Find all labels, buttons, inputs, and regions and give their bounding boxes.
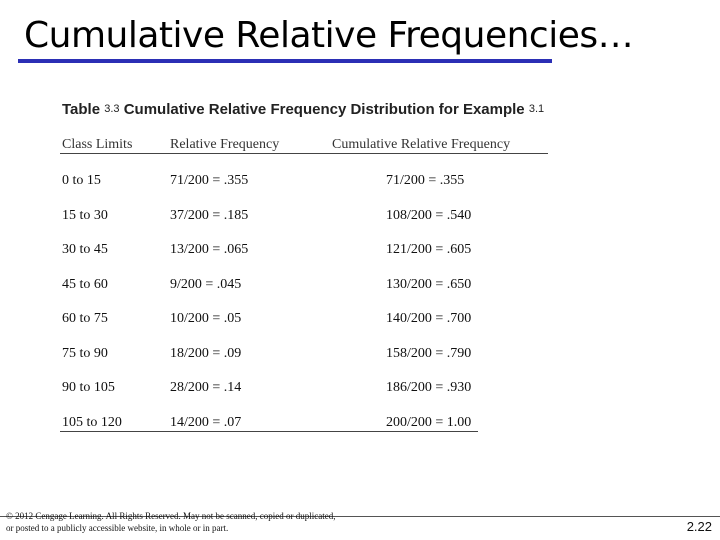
table-caption-prefix: Table	[62, 101, 101, 118]
relative-frequency-cell: 9/200 = .045	[170, 276, 242, 292]
relative-frequency-cell: 10/200 = .05	[170, 311, 242, 326]
table-caption-main: Cumulative Relative Frequency Distribution for Example	[123, 101, 525, 118]
class-limits-cell: 60 to 75	[62, 311, 108, 326]
class-limits-cell: 90 to 105	[62, 380, 115, 395]
relative-frequency-cell: 37/200 = .185	[170, 207, 249, 223]
table-caption	[62, 101, 544, 118]
class-limits-cell: 75 to 90	[62, 345, 108, 361]
cumulative-relative-frequency-cell: 130/200 = .650	[386, 276, 472, 292]
relative-frequency-cell: 28/200 = .14	[170, 380, 242, 395]
table-caption-number: 3.3	[104, 103, 120, 115]
cumulative-relative-frequency-cell: 121/200 = .605	[386, 242, 472, 257]
cumulative-relative-frequency-cell: 71/200 = .355	[386, 173, 465, 188]
slide-title: Cumulative Relative Frequencies…	[24, 15, 634, 56]
relative-frequency-cell: 71/200 = .355	[170, 173, 249, 188]
relative-frequency-cell: 13/200 = .065	[170, 242, 249, 257]
cumulative-relative-frequency-cell: 158/200 = .790	[386, 345, 472, 361]
cumulative-relative-frequency-cell: 200/200 = 1.00	[386, 414, 472, 430]
header-cumulative-relative-frequency: Cumulative Relative Frequency	[332, 137, 511, 152]
class-limits-cell: 15 to 30	[62, 207, 108, 223]
class-limits-cell: 105 to 120	[62, 414, 122, 430]
title-underline	[18, 59, 552, 63]
class-limits-cell: 45 to 60	[62, 276, 108, 292]
class-limits-cell: 30 to 45	[62, 242, 108, 257]
copyright-notice: © 2012 Cengage Learning. All Rights Reserved. May not be scanned, copied or duplicated, or posted to a publicly accessible website, in whole or in part.	[6, 511, 336, 533]
table-caption-example: 3.1	[528, 103, 545, 115]
cumulative-relative-frequency-cell: 108/200 = .540	[386, 207, 472, 223]
class-limits-cell: 0 to 15	[62, 173, 101, 188]
header-class-limits: Class Limits	[62, 137, 133, 152]
relative-frequency-cell: 18/200 = .09	[170, 345, 242, 361]
cumulative-relative-frequency-cell: 140/200 = .700	[386, 311, 472, 326]
header-rule	[60, 153, 548, 154]
relative-frequency-cell: 14/200 = .07	[170, 414, 242, 430]
table-bottom-rule	[60, 431, 478, 432]
cumulative-relative-frequency-cell: 186/200 = .930	[386, 380, 472, 395]
header-relative-frequency: Relative Frequency	[170, 137, 280, 152]
page-number: 2.22	[686, 519, 712, 534]
